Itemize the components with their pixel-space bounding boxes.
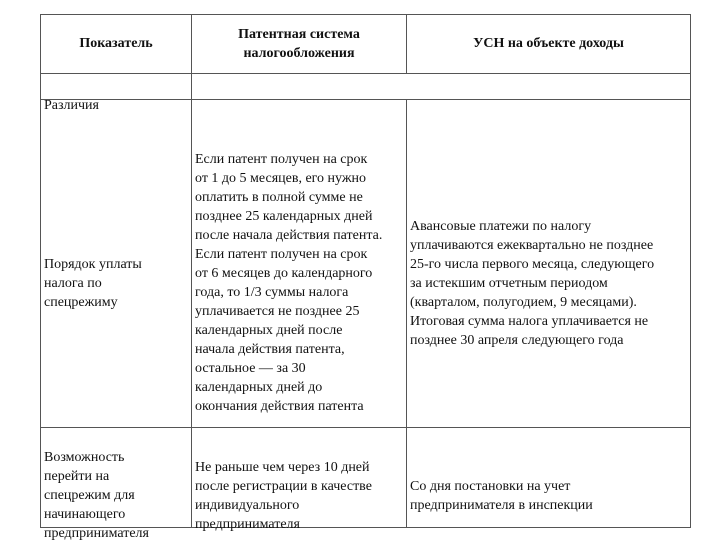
- header-patent-text: Патентная система налогообложения: [238, 26, 360, 61]
- row-payment-patent-text: Если патент получен на срок от 1 до 5 месяцев, его нужно оплатить в полной сумме не позднее 25 календарных дней после начала действия патента. Если патент получен на срок от 6 месяцев до календарного года, то 1/3 суммы налога уплачивается не позднее 25 календарных дней после начала действия патента, остальное — за 30 календарных дней до окончания действия патента: [195, 152, 383, 414]
- section-divider: [40, 99, 691, 100]
- row-switch-patent: [195, 439, 407, 534]
- row-divider: [40, 427, 691, 428]
- column-divider-1: [191, 14, 192, 528]
- table-border-left: [40, 14, 41, 528]
- row-payment-usn-text: Авансовые платежи по налогу уплачиваются ежеквартально не позднее 25-го числа первого месяца, следующего за истекшим отчетным периодом (кварталом, полугодием, 9 месяцами). Итоговая сумма налога уплачивается не позднее 30 апреля следующего года: [410, 219, 655, 348]
- row-switch-usn-text: Со дня постановки на учет предпринимателя в инспекции: [410, 479, 593, 513]
- section-label: [44, 77, 190, 113]
- row-payment-usn: [410, 198, 690, 350]
- row-payment-patent: [195, 131, 407, 416]
- header-indicator: [41, 14, 191, 73]
- header-usn: [407, 14, 690, 73]
- row-switch-patent-text: Не раньше чем через 10 дней после регистрации в качестве индивидуального предпринимателя: [195, 460, 372, 532]
- row-payment-indicator-text: Порядок уплаты налога по спецрежиму: [44, 257, 142, 310]
- section-label-text: Различия: [44, 98, 99, 113]
- header-patent: [192, 14, 406, 73]
- row-payment-indicator: [44, 236, 190, 312]
- row-switch-usn: [410, 458, 690, 515]
- table-border-right: [690, 14, 691, 528]
- header-indicator-text: Показатель: [79, 36, 153, 51]
- row-switch-indicator: [44, 429, 190, 543]
- header-divider: [40, 73, 691, 74]
- header-usn-text: УСН на объекте доходы: [473, 36, 624, 51]
- row-switch-indicator-text: Возможность перейти на спецрежим для начинающего предпринимателя: [44, 450, 149, 541]
